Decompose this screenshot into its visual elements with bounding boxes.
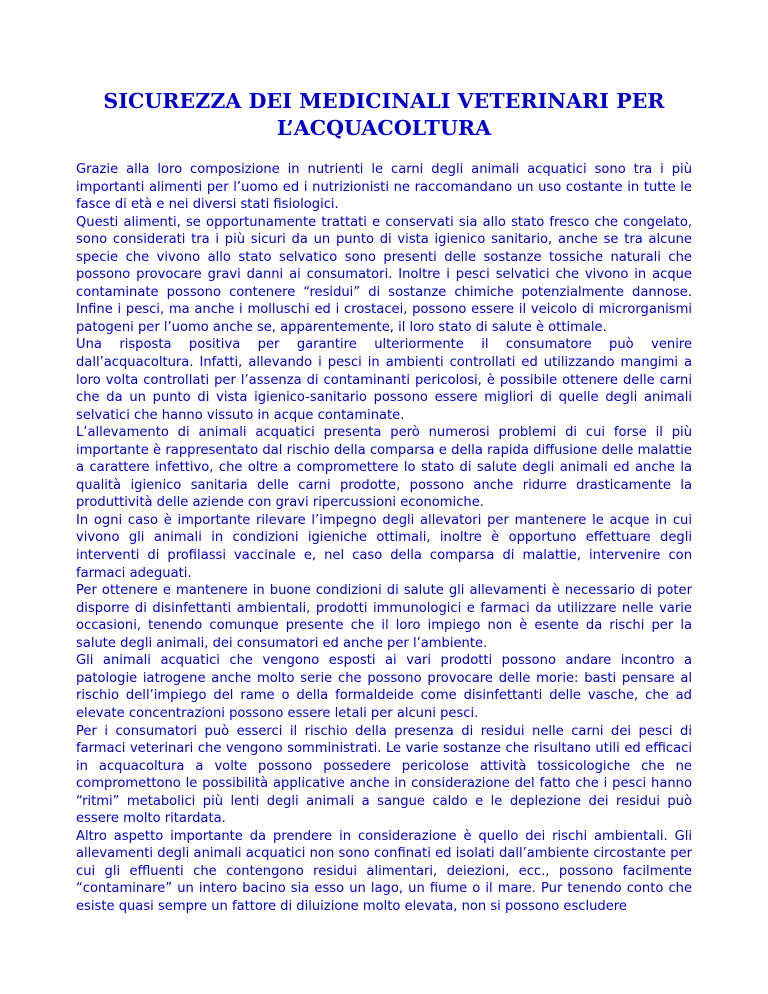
paragraph-iatrogenic-pathologies: Gli animali acquatici che vengono esposti ai vari prodotti possono andare incontro a patologie iatrogene anche molto serie che possono provocare delle morie: basti pensare al rischio dell’impiego del rame o della formaldeide come disinfettanti delle vasche, che ad elevate concentrazioni possono essere letali per alcuni pesci. bbox=[76, 653, 692, 721]
paragraph-food-safety: Questi alimenti, se opportunamente trattati e conservati sia allo stato fresco che congelato, sono considerati tra i più sicuri da un punto di vista igienico sanitario, anche se tra alcune specie che vivono allo stato selvatico sono presenti delle sostanze tossiche naturali che possono provocare gravi danni ai consumatori. Inoltre i pesci selvatici che vivono in acque contaminate possono contenere “residui” di sostanze chimiche potenzialmente dannose. Infine i pesci, ma anche i molluschi ed i crostacei, possono essere il veicolo di microrganismi patogeni per l’uomo anche se, apparentemente, il loro stato di salute è ottimale. bbox=[76, 214, 692, 335]
paragraph-farming-problems: L’allevamento di animali acquatici presenta però numerosi problemi di cui forse il più importante è rappresentato dal rischio della comparsa e della rapida diffusione delle malattie a carattere infettivo, che oltre a compromettere lo stato di salute degli animali ed anche la qualità igienico sanitaria delle carni prodotte, possono anche ridurre drasticamente la produttività delle aziende con gravi ripercussioni economiche. bbox=[76, 425, 692, 511]
paragraph-aquaculture-response: Una risposta positiva per garantire ulteriormente il consumatore può venire dall’acquacoltura. Infatti, allevando i pesci in ambienti controllati ed utilizzando mangimi a loro volta controllati per l’assenza di contaminanti pericolosi, è possibile ottenere delle carni che da un punto di vista igienico-sanitario possono essere migliori di quelle degli animali selvatici che hanno vissuto in acque contaminate. bbox=[76, 337, 692, 423]
document-title bbox=[76, 88, 692, 142]
document-page bbox=[76, 88, 692, 916]
paragraph-consumer-residues: Per i consumatori può esserci il rischio della presenza di residui nelle carni dei pesci di farmaci veterinari che vengono somministrati. Le varie sostanze che risultano utili ed efficaci in acquacoltura a volte possono possedere pericolose attività tossicologiche che ne compromettono le possibilità applicative anche in considerazione del fatto che i pesci hanno “ritmi” metabolici più lenti degli animali a sangue caldo e le deplezione dei residui può essere molto ritardata. bbox=[76, 723, 692, 827]
paragraph-disinfectants: Per ottenere e mantenere in buone condizioni di salute gli allevamenti è necessario di poter disporre di disinfettanti ambientali, prodotti immunologici e farmaci da utilizzare nelle varie occasioni, tenendo comunque presente che il loro impiego non è esente da rischi per la salute degli animali, dei consumatori ed anche per l’ambiente. bbox=[76, 583, 692, 651]
title-line-1: SICUREZZA DEI MEDICINALI VETERINARI PER bbox=[103, 89, 665, 113]
paragraph-nutrition: Grazie alla loro composizione in nutrienti le carni degli animali acquatici sono tra i più importanti alimenti per l’uomo ed i nutrizionisti ne raccomandano un uso costante in tutte le fasce di età e nei diversi stati fisiologici. bbox=[76, 162, 692, 213]
title-line-2: L’ACQUACOLTURA bbox=[276, 116, 492, 140]
paragraph-breeders-commitment: In ogni caso è importante rilevare l’impegno degli allevatori per mantenere le acque in cui vivono gli animali in condizioni igieniche ottimali, inoltre è opportuno effettuare degli interventi di profilassi vaccinale e, nel caso della comparsa di malattie, intervenire con farmaci adeguati. bbox=[76, 512, 692, 581]
paragraph-environmental-risks: Altro aspetto importante da prendere in considerazione è quello dei rischi ambientali. Gli allevamenti degli animali acquatici non sono confinati ed isolati dall’ambiente circostante per cui gli effluenti che contengono residui alimentari, deiezioni, ecc., possono facilmente “contaminare” un intero bacino sia esso un lago, un fiume o il mare. Pur tenendo conto che esiste quasi sempre un fattore di diluizione molto elevata, non si possono escludere bbox=[76, 828, 692, 914]
